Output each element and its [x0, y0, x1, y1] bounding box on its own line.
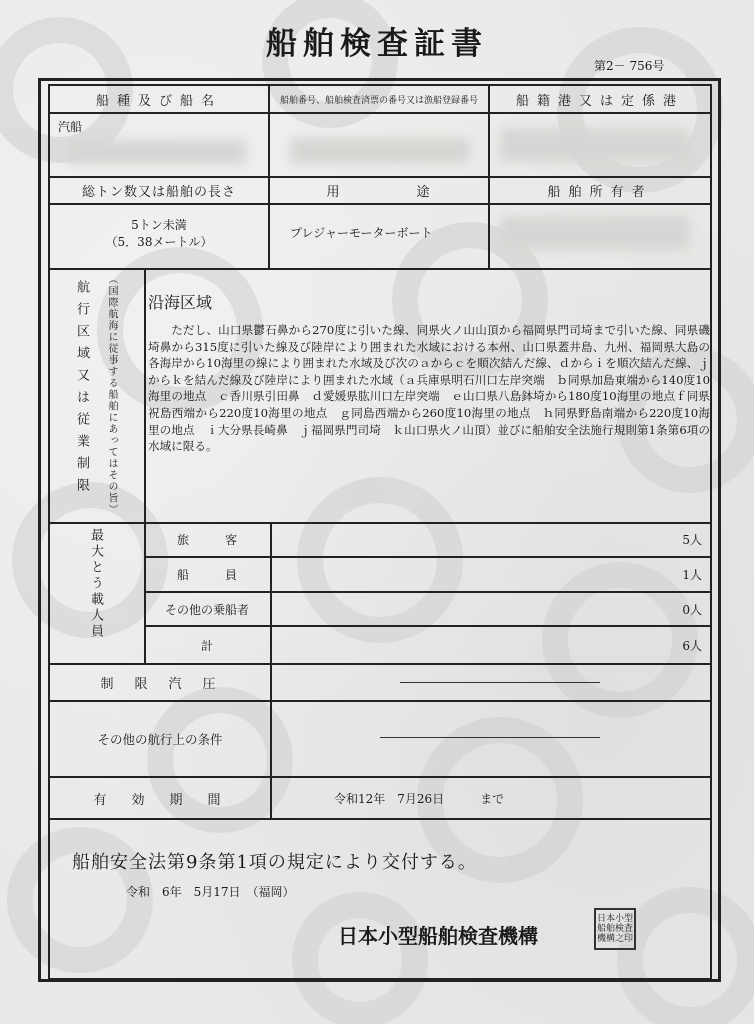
- use-value: プレジャーモーターボート: [290, 225, 433, 240]
- redacted-port: [500, 128, 690, 162]
- pressure-label: 制 限 汽 圧: [100, 677, 220, 692]
- official-seal: 日本小型 船舶検査 機構之印: [594, 908, 636, 950]
- capacity-label: 最大とう載人員: [88, 528, 103, 640]
- navigation-area-body: ただし、山口県鬱石鼻から270度に引いた線、同県火ノ山山頂から福岡県門司埼まで引いた線、同県磯埼鼻から315度に引いた線及び陸岸により囲まれた水域における本州、山口県蓋井島、九州、福岡県大島の各海岸から10海里の線により囲まれた水域及び次のａからｃを順次結んだ線、ｄからｉを順次結んだ線、ｊからｋを結んだ線及び陸岸により囲まれた水域（ａ兵庫県明石川口左岸突端 ｂ同県加島東端から140度10海里の地点 ｃ香川県引田鼻 ｄ愛媛県肱川口左岸突端 ｅ山口県八島鉢埼から180度10海里の地点ｆ同県祝島西端から220度10海里の地点 ｇ同島西端から260度10海里の地点 ｈ同県野島南端から220度10海里の地点 ｉ大分県長崎鼻 ｊ福岡県門司埼 ｋ山口県火ノ山頂）並びに船舶安全法施行規則第1条第6項の水域に限る。: [148, 323, 710, 454]
- certificate-number: 第2－ 756号: [594, 59, 665, 73]
- capacity-row-label-passengers: 旅 客: [176, 533, 237, 547]
- capacity-row-label-total: 計: [200, 638, 213, 653]
- header-ship-type-name: 船種及び船名: [95, 93, 222, 109]
- header-owner: 船舶所有者: [547, 184, 653, 200]
- navigation-note: （国際航海に従事する船舶にあってはその旨）: [106, 274, 117, 516]
- validity-value: 令和12年 7月26日 まで: [334, 791, 505, 806]
- capacity-row-value-total: 6人: [682, 638, 702, 653]
- ship-type-value: 汽船: [58, 119, 83, 134]
- issue-statement: 船舶安全法第9条第1項の規定により交付する。: [72, 852, 477, 873]
- capacity-row-value-crew: 1人: [682, 568, 702, 582]
- pressure-blank-line: [400, 682, 600, 683]
- capacity-row-label-crew: 船 員: [176, 568, 237, 582]
- navigation-label: 航行区域又は従業制限: [74, 280, 89, 500]
- header-use: 用 途: [326, 184, 432, 200]
- validity-label: 有 効 期 間: [93, 792, 227, 808]
- redacted-owner: [500, 216, 690, 250]
- header-port: 船籍港又は定係港: [515, 93, 684, 109]
- issuing-organization: 日本小型船舶検査機構: [338, 924, 538, 948]
- redacted-ship-number: [290, 138, 470, 164]
- header-ship-number: 船舶番号、船舶検査済票の番号又は漁船登録番号: [279, 95, 478, 106]
- capacity-row-label-others: その他の乗船者: [164, 602, 249, 617]
- header-tonnage: 総トン数又は船舶の長さ: [81, 184, 236, 200]
- document-title: 船舶検査証書: [266, 26, 488, 62]
- redacted-ship-name: [66, 140, 246, 164]
- tonnage-value: 5トン未満: [131, 217, 187, 232]
- length-value: （5．38メートル）: [105, 234, 213, 249]
- capacity-row-value-passengers: 5人: [682, 533, 702, 547]
- issue-date: 令和 6年 5月17日 （福岡）: [126, 885, 295, 899]
- capacity-row-value-others: 0人: [682, 602, 702, 617]
- navigation-area-title: 沿海区域: [148, 293, 213, 312]
- conditions-label: その他の航行上の条件: [97, 732, 223, 747]
- conditions-blank-line: [380, 737, 600, 738]
